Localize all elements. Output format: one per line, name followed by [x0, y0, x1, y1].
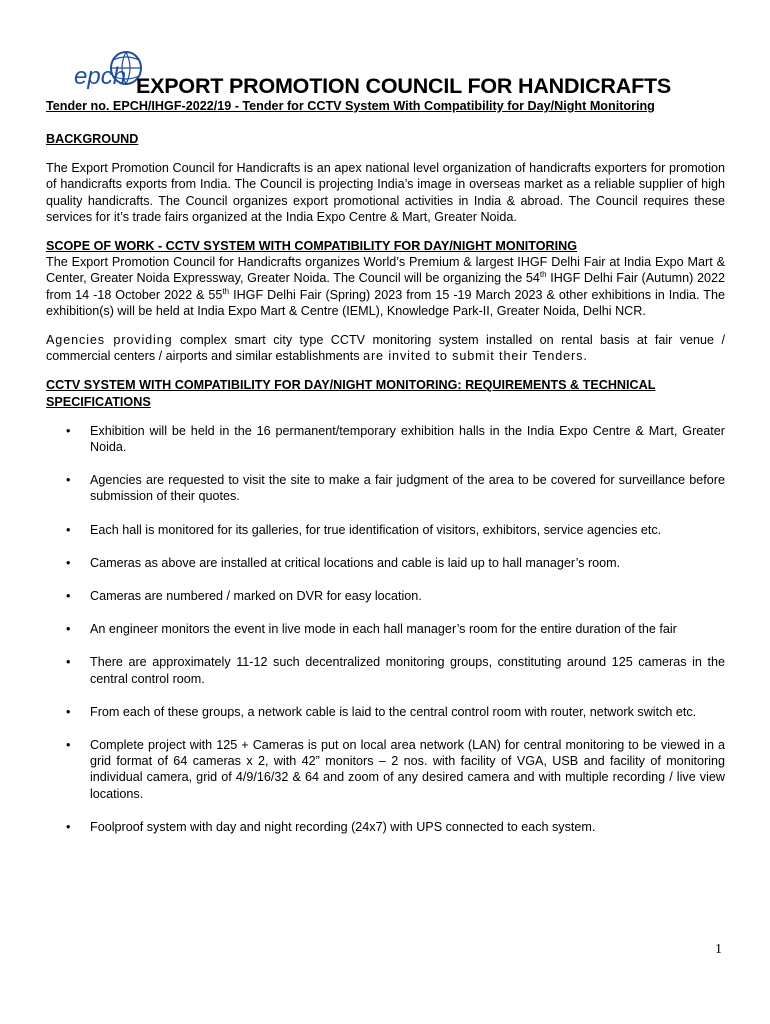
background-paragraph: The Export Promotion Council for Handicrafts is an apex national level organization of handicrafts exporters for promotion of handicrafts exports from India. The Council is projecting India’s image in overseas market as a reliable supplier of high quality handicrafts. The Council organizes export promotional activities in India & abroad. The Council requires these services for it’s trade fairs organized at the India Expo Centre & Mart, Greater Noida.: [46, 161, 725, 224]
bullet-icon: •: [66, 589, 71, 604]
list-item: • Cameras are numbered / marked on DVR for easy location.: [66, 589, 422, 604]
list-item: • Complete project with 125 + Cameras is put on local area network (LAN) for central monitoring to be viewed in a grid format of 64 cameras x 2, with 42” monitors – 2 nos. with facility of VGA, USB and facility of monitoring individual camera, grid of 4/9/16/32 & 64 and zoom of any desired camera and with multiple recording / live view locations.: [66, 738, 725, 801]
bullet-icon: •: [66, 819, 71, 834]
list-item: • Exhibition will be held in the 16 permanent/temporary exhibition halls in the India Expo Centre & Mart, Greater Noida.: [66, 423, 725, 455]
bullet-icon: •: [66, 622, 71, 637]
list-item: • An engineer monitors the event in live mode in each hall manager’s room for the entire duration of the fair: [66, 622, 677, 637]
list-item: • From each of these groups, a network cable is laid to the central control room with router, network switch etc.: [66, 704, 697, 719]
page-number: 1: [715, 942, 722, 957]
scope-paragraph: The Export Promotion Council for Handicrafts organizes World’s Premium & largest IHGF Delhi Fair at India Expo Mart & Center, Greater Noida Expressway, Greater Noida. The Council will be organizing the 54th IHGF Delhi Fair (Autumn) 2022 from 14 -18 October 2022 & 55th IHGF Delhi Fair (Spring) 2023 from 15 -19 March 2023 & other exhibitions in India. The exhibition(s) will be held at India Expo Mart & Centre (IEML), Knowledge Park-II, Greater Noida, Delhi NCR.: [46, 255, 725, 318]
bullet-icon: •: [66, 738, 71, 753]
bullet-icon: •: [66, 555, 71, 570]
letterhead: [46, 50, 736, 98]
bullet-icon: •: [66, 704, 71, 719]
logo-wordmark: epch: [74, 63, 127, 90]
requirements-list: [46, 423, 725, 835]
list-item: • Cameras as above are installed at critical locations and cable is laid up to hall manager’s room.: [66, 555, 621, 570]
bullet-icon: •: [66, 473, 71, 488]
agencies-paragraph: Agencies providing complex smart city type CCTV monitoring system installed on rental basis at fair venue / commercial centers / airports and similar establishments are invited to submit their Tenders.: [46, 333, 725, 364]
bullet-icon: •: [66, 522, 71, 537]
organization-title: EXPORT PROMOTION COUNCIL FOR HANDICRAFTS: [136, 74, 672, 98]
list-item: • Each hall is monitored for its galleries, for true identification of visitors, exhibitors, service agencies etc.: [66, 522, 662, 537]
requirements-heading: CCTV SYSTEM WITH COMPATIBILITY FOR DAY/NIGHT MONITORING: REQUIREMENTS & TECHNICAL SPECIFICATIONS: [46, 378, 656, 409]
bullet-icon: •: [66, 423, 71, 438]
bullet-icon: •: [66, 655, 71, 670]
document-body: [46, 131, 725, 852]
list-item: • Agencies are requested to visit the site to make a fair judgment of the area to be covered for surveillance before submission of their quotes.: [66, 473, 725, 504]
list-item: • There are approximately 11-12 such decentralized monitoring groups, constituting around 125 cameras in the central control room.: [66, 655, 725, 686]
epch-logo: [58, 50, 148, 96]
background-heading: BACKGROUND: [46, 132, 139, 146]
list-item: • Foolproof system with day and night recording (24x7) with UPS connected to each system.: [66, 819, 596, 834]
tender-line: Tender no. EPCH/IHGF-2022/19 - Tender for CCTV System With Compatibility for Day/Night Monitoring: [46, 99, 655, 113]
scope-heading: SCOPE OF WORK - CCTV SYSTEM WITH COMPATIBILITY FOR DAY/NIGHT MONITORING: [46, 239, 578, 254]
